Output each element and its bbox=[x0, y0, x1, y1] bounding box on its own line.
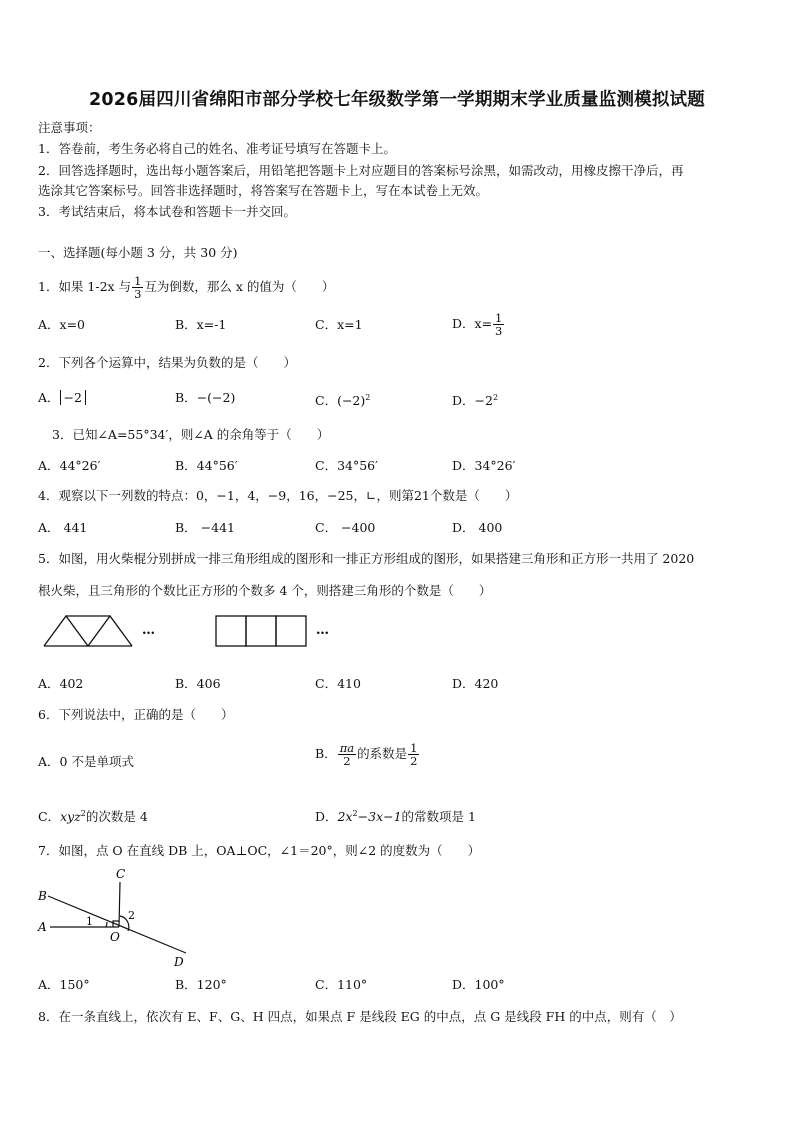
q2-a-expr: −2 bbox=[60, 390, 86, 405]
q1-fraction bbox=[132, 275, 143, 300]
q1-option-b: B．x=-1 bbox=[175, 317, 227, 332]
q2-d-sup: 2 bbox=[492, 393, 499, 402]
q2-c-sup: 2 bbox=[365, 393, 371, 402]
label-d: D bbox=[174, 955, 184, 969]
q6-b-label: B． bbox=[315, 746, 337, 761]
q1-option-a: A．x=0 bbox=[38, 317, 86, 332]
q6-b-num: πa bbox=[339, 741, 355, 755]
q5-option-a: A．402 bbox=[38, 676, 84, 691]
notice-heading: 注意事项： bbox=[38, 120, 101, 135]
q6-c-post: 的次数是 4 bbox=[85, 809, 148, 825]
q6-d-expr-2: −3x−1 bbox=[357, 809, 402, 825]
q3-option-a: A．44°26′ bbox=[38, 458, 101, 473]
q1-d-den: 3 bbox=[495, 324, 503, 338]
triangles-dots: … bbox=[142, 623, 155, 638]
question-1-stem bbox=[38, 275, 334, 300]
label-angle-2: 2 bbox=[128, 909, 135, 922]
q2-c-expr: (−2) bbox=[337, 393, 366, 409]
section-heading: 一、选择题(每小题 3 分，共 30 分) bbox=[38, 245, 238, 260]
triangles-figure bbox=[44, 616, 132, 646]
question-3-stem: 3．已知∠A=55°34′，则∠A 的余角等于（ ） bbox=[52, 427, 330, 442]
q2-d-expr: −2 bbox=[474, 393, 493, 409]
angle-1-arc bbox=[106, 922, 107, 927]
q2-b-label: B． bbox=[175, 390, 197, 405]
question-8-stem: 8．在一条直线上，依次有 E、F、G、H 四点，如果点 F 是线段 EG 的中点，点 G 是线段 FH 的中点，则有（ ） bbox=[38, 1009, 682, 1024]
label-angle-1: 1 bbox=[86, 915, 93, 928]
ray-oc bbox=[119, 882, 120, 927]
q1-d-fraction bbox=[493, 312, 504, 337]
q6-option-a: A．0 不是单项式 bbox=[38, 754, 134, 769]
question-5-line-2: 根火柴，且三角形的个数比正方形的个数多 4 个，则搭建三角形的个数是（ ） bbox=[38, 583, 492, 598]
q1-pre: 1．如果 1-2x 与 bbox=[38, 279, 132, 294]
label-a: A bbox=[38, 920, 47, 934]
q7-option-a: A．150° bbox=[38, 977, 90, 992]
q2-option-d bbox=[452, 389, 498, 410]
page-title: 2026届四川省绵阳市部分学校七年级数学第一学期期末学业质量监测模拟试题 bbox=[89, 90, 705, 110]
q6-b-coef-den: 2 bbox=[410, 754, 418, 768]
q5-option-d: D．420 bbox=[452, 676, 499, 691]
q6-c-sup: 2 bbox=[80, 809, 86, 818]
q6-option-b bbox=[315, 742, 420, 767]
angle-diagram bbox=[36, 866, 206, 970]
notice-item-3: 3．考试结束后，将本试卷和答题卡一并交回。 bbox=[38, 204, 296, 219]
label-c: C bbox=[116, 867, 126, 881]
q7-option-d: D．100° bbox=[452, 977, 505, 992]
q3-option-b: B．44°56′ bbox=[175, 458, 238, 473]
label-b: B bbox=[38, 889, 47, 903]
question-2-stem: 2．下列各个运算中，结果为负数的是（ ） bbox=[38, 355, 296, 370]
q7-option-b: B．120° bbox=[175, 977, 227, 992]
notice-item-2: 2．回答选择题时，选出每小题答案后，用铅笔把答题卡上对应题目的答案标号涂黑，如需改动，用橡皮擦干净后，再 bbox=[38, 163, 684, 178]
q2-option-a bbox=[38, 389, 86, 407]
q6-c-label: C． bbox=[38, 809, 61, 825]
q4-option-c: C． −400 bbox=[315, 520, 376, 535]
q6-c-expr: xyz bbox=[60, 809, 81, 825]
q1-frac-num: 1 bbox=[134, 274, 142, 288]
q6-b-fraction bbox=[338, 742, 356, 767]
q6-d-expr-1: 2x bbox=[337, 809, 353, 825]
question-4-stem: 4．观察以下一列数的特点：0，−1，4，−9，16，−25，∟，则第21个数是（ ） bbox=[38, 488, 518, 503]
line-bd bbox=[48, 896, 186, 953]
q6-d-sup: 2 bbox=[352, 809, 358, 818]
squares-figure bbox=[216, 616, 306, 646]
q5-option-c: C．410 bbox=[315, 676, 361, 691]
q1-frac-den: 3 bbox=[134, 287, 142, 301]
notice-item-1: 1．答卷前，考生务必将自己的姓名、准考证号填写在答题卡上。 bbox=[38, 141, 396, 156]
q1-option-d bbox=[452, 312, 505, 337]
q1-d-label: D．x= bbox=[452, 316, 493, 331]
q2-a-label: A． bbox=[38, 390, 60, 405]
q2-b-expr: −(−2) bbox=[196, 390, 236, 405]
q6-b-den: 2 bbox=[343, 754, 351, 768]
q6-d-post: 的常数项是 1 bbox=[401, 809, 476, 825]
q6-b-coef-fraction bbox=[408, 742, 419, 767]
squares-dots: … bbox=[316, 623, 329, 638]
q6-b-mid: 的系数是 bbox=[357, 746, 408, 761]
q3-option-c: C．34°56′ bbox=[315, 458, 378, 473]
label-o: O bbox=[110, 930, 120, 944]
question-5-line-1: 5．如图，用火柴棍分别拼成一排三角形组成的图形和一排正方形组成的图形，如果搭建三角形和正方形一共用了 2020 bbox=[38, 551, 695, 566]
q2-option-c bbox=[315, 389, 370, 410]
q2-option-b bbox=[175, 389, 235, 407]
q4-option-b: B． −441 bbox=[175, 520, 235, 535]
q1-post: 互为倒数，那么 x 的值为（ ） bbox=[144, 279, 335, 294]
q4-option-d: D． 400 bbox=[452, 520, 503, 535]
q2-c-label: C． bbox=[315, 393, 338, 409]
q4-option-a: A． 441 bbox=[38, 520, 88, 535]
q6-b-coef-num: 1 bbox=[410, 741, 418, 755]
q6-option-d bbox=[315, 805, 476, 826]
notice-item-2-cont: 选涂其它答案标号。回答非选择题时，将答案写在答题卡上，写在本试卷上无效。 bbox=[38, 183, 489, 198]
q2-d-label: D． bbox=[452, 393, 475, 409]
q1-d-num: 1 bbox=[495, 311, 503, 325]
question-7-stem: 7．如图，点 O 在直线 DB 上，OA⊥OC，∠1＝20°，则∠2 的度数为（ ） bbox=[38, 843, 481, 858]
q1-option-c: C．x=1 bbox=[315, 317, 363, 332]
q7-option-c: C．110° bbox=[315, 977, 368, 992]
q6-d-label: D． bbox=[315, 809, 338, 825]
q6-option-c bbox=[38, 805, 148, 826]
q3-option-d: D．34°26′ bbox=[452, 458, 516, 473]
q5-option-b: B．406 bbox=[175, 676, 221, 691]
matchstick-figures bbox=[42, 612, 342, 652]
question-6-stem: 6．下列说法中，正确的是（ ） bbox=[38, 707, 234, 722]
